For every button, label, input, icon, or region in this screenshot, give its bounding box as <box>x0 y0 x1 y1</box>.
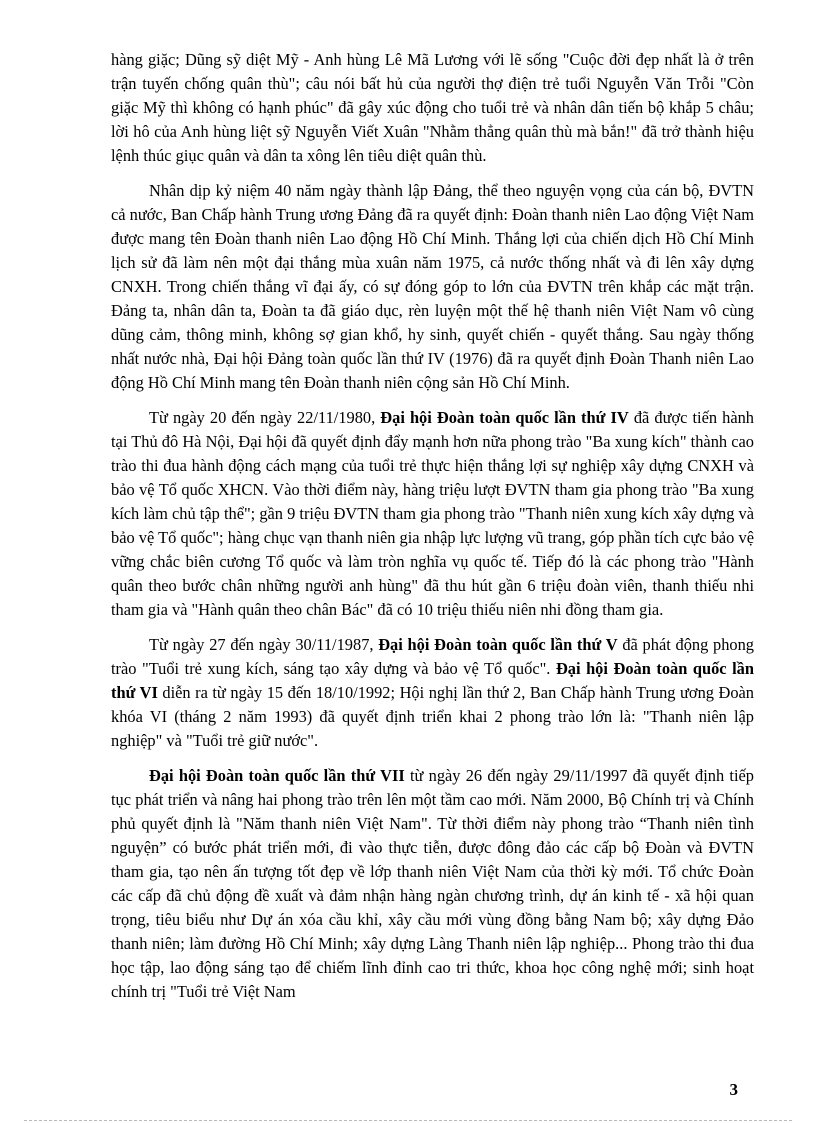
bold-text: Đại hội Đoàn toàn quốc lần thứ VI <box>111 659 754 702</box>
text-run: Từ ngày 27 đến ngày 30/11/1987, <box>149 635 379 654</box>
text-run: đã phát động phong trào "Tuổi trẻ xung kích, sáng tạo xây dựng và bảo vệ Tổ quốc". <box>111 635 754 678</box>
page-bottom-rule <box>24 1120 792 1121</box>
text-run: hàng giặc; Dũng sỹ diệt Mỹ - Anh hùng Lê Mã Lương với lẽ sống "Cuộc đời đẹp nhất là ở trên trận tuyến chống quân thù"; câu nói bất hủ của người thợ điện trẻ tuổi Nguyễn Văn Trỗi "Còn giặc Mỹ thì không có hạnh phúc" đã gây xúc động cho tuổi trẻ và nhân dân tiến bộ khắp 5 châu; lời hô của Anh hùng liệt sỹ Nguyễn Viết Xuân "Nhằm thẳng quân thù mà bắn!" đã trở thành hiệu lệnh thúc giục quân và dân ta xông lên tiêu diệt quân thù. <box>111 50 754 165</box>
text-run: Từ ngày 20 đến ngày 22/11/1980, <box>149 408 381 427</box>
bold-text: Đại hội Đoàn toàn quốc lần thứ VII <box>149 766 405 785</box>
text-run: diễn ra từ ngày 15 đến 18/10/1992; Hội nghị lần thứ 2, Ban Chấp hành Trung ương Đoàn khóa VI (tháng 2 năm 1993) đã quyết định triển khai 2 phong trào lớn là: "Thanh niên lập nghiệp" và "Tuổi trẻ giữ nước". <box>111 683 754 750</box>
text-run: đã được tiến hành tại Thủ đô Hà Nội, Đại hội đã quyết định đẩy mạnh hơn nữa phong trào "Ba xung kích" thành cao trào thi đua hành động cách mạng của tuổi trẻ thực hiện thắng lợi sự nghiệp xây dựng CNXH và bảo vệ Tổ quốc XHCN. Vào thời điểm này, hàng triệu lượt ĐVTN tham gia phong trào "Ba xung kích làm chủ tập thể"; gần 9 triệu ĐVTN tham gia phong trào "Thanh niên xung kích xây dựng và bảo vệ Tổ quốc"; hàng chục vạn thanh niên gia nhập lực lượng vũ trang, góp phần tích cực bảo vệ vững chắc biên cương Tổ quốc và làm tròn nghĩa vụ quốc tế. Tiếp đó là các phong trào "Hành quân theo bước chân những người anh hùng" đã thu hút gần 6 triệu đoàn viên, thanh thiếu nhi tham gia và "Hành quân theo chân Bác" đã có 10 triệu thiếu niên nhi đồng tham gia. <box>111 408 754 619</box>
paragraph <box>111 764 754 1004</box>
text-run: từ ngày 26 đến ngày 29/11/1997 đã quyết định tiếp tục phát triển và nâng hai phong trào trên lên một tầm cao mới. Năm 2000, Bộ Chính trị và Chính phủ quyết định là "Năm thanh niên Việt Nam". Từ thời điểm này phong trào “Thanh niên tình nguyện” có bước phát triển mới, đi vào thực tiễn, được đông đảo các cấp bộ Đoàn và ĐVTN tham gia, tạo nên ấn tượng tốt đẹp về lớp thanh niên Việt Nam của thời kỳ mới. Tổ chức Đoàn các cấp đã chủ động đề xuất và đảm nhận hàng ngàn chương trình, dự án kinh tế - xã hội quan trọng, tiêu biểu như Dự án xóa cầu khỉ, xây cầu mới vùng đồng bằng Nam bộ; xây dựng Đảo thanh niên; làm đường Hồ Chí Minh; xây dựng Làng Thanh niên lập nghiệp... Phong trào thi đua học tập, lao động sáng tạo để chiếm lĩnh đỉnh cao tri thức, khoa học công nghệ mới; sinh hoạt chính trị "Tuổi trẻ Việt Nam <box>111 766 754 1001</box>
text-run: Nhân dịp kỷ niệm 40 năm ngày thành lập Đảng, thể theo nguyện vọng của cán bộ, ĐVTN cả nước, Ban Chấp hành Trung ương Đảng đã ra quyết định: Đoàn thanh niên Lao động Việt Nam được mang tên Đoàn thanh niên Lao động Hồ Chí Minh. Thắng lợi của chiến dịch Hồ Chí Minh lịch sử đã làm nên một đại thắng mùa xuân năm 1975, cả nước thống nhất và đi lên xây dựng CNXH. Trong chiến thắng vĩ đại ấy, có sự đóng góp to lớn của ĐVTN trên khắp các mặt trận. Đảng ta, nhân dân ta, Đoàn ta đã giáo dục, rèn luyện một thế hệ thanh niên Việt Nam vô cùng dũng cảm, thông minh, không sợ gian khổ, hy sinh, quyết chiến - quyết thắng. Sau ngày thống nhất nước nhà, Đại hội Đảng toàn quốc lần thứ IV (1976) đã ra quyết định Đoàn Thanh niên Lao động Hồ Chí Minh mang tên Đoàn thanh niên cộng sản Hồ Chí Minh. <box>111 181 754 392</box>
page-number: 3 <box>729 1080 738 1099</box>
bold-text: Đại hội Đoàn toàn quốc lần thứ V <box>378 635 618 654</box>
bold-text: Đại hội Đoàn toàn quốc lần thứ IV <box>380 408 629 427</box>
paragraph <box>111 633 754 753</box>
paragraph <box>111 48 754 168</box>
paragraph <box>111 406 754 622</box>
paragraph <box>111 179 754 395</box>
document-body <box>111 48 754 1004</box>
